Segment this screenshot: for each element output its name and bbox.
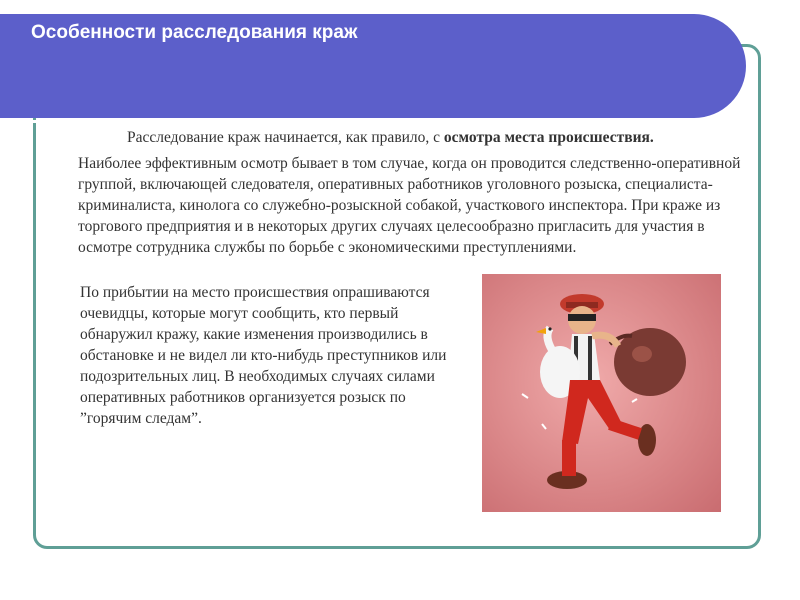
- intro-paragraph: [127, 127, 767, 148]
- inspection-paragraph: Наиболее эффективным осмотр бывает в том случае, когда он проводится следственно-оперативной группой, включающей следователя, оперативных работников уголовного розыска, специалиста-криминалиста, кинолога со служебно-розыскной собакой, участкового инспектора. При краже из торгового предприятия и в некоторых других случаях целесообразно пригласить для участия в осмотре сотрудника службы по борьбе с экономическими преступлениями.: [78, 155, 741, 256]
- intro-lead: Расследование краж начинается, как правило, с: [127, 129, 444, 146]
- sack-icon: [614, 328, 686, 396]
- intro-emphasis: осмотра места происшествия.: [443, 129, 654, 146]
- thief-with-goose-illustration: [482, 274, 721, 512]
- witness-paragraph: По прибытии на место происшествия опрашиваются очевидцы, которые могут сообщить, кто первый обнаружил кражу, какие изменения производились в обстановке и не видел ли кто-нибудь преступников или подозрительных лиц. В необходимых случаях силами оперативных работников организуется розыск по ”горячим следам”.: [80, 284, 447, 427]
- slide-title: Особенности расследования краж: [31, 22, 358, 43]
- trousers-icon: [562, 380, 622, 444]
- title-underline: [0, 120, 708, 123]
- thief-drawing: [482, 274, 721, 512]
